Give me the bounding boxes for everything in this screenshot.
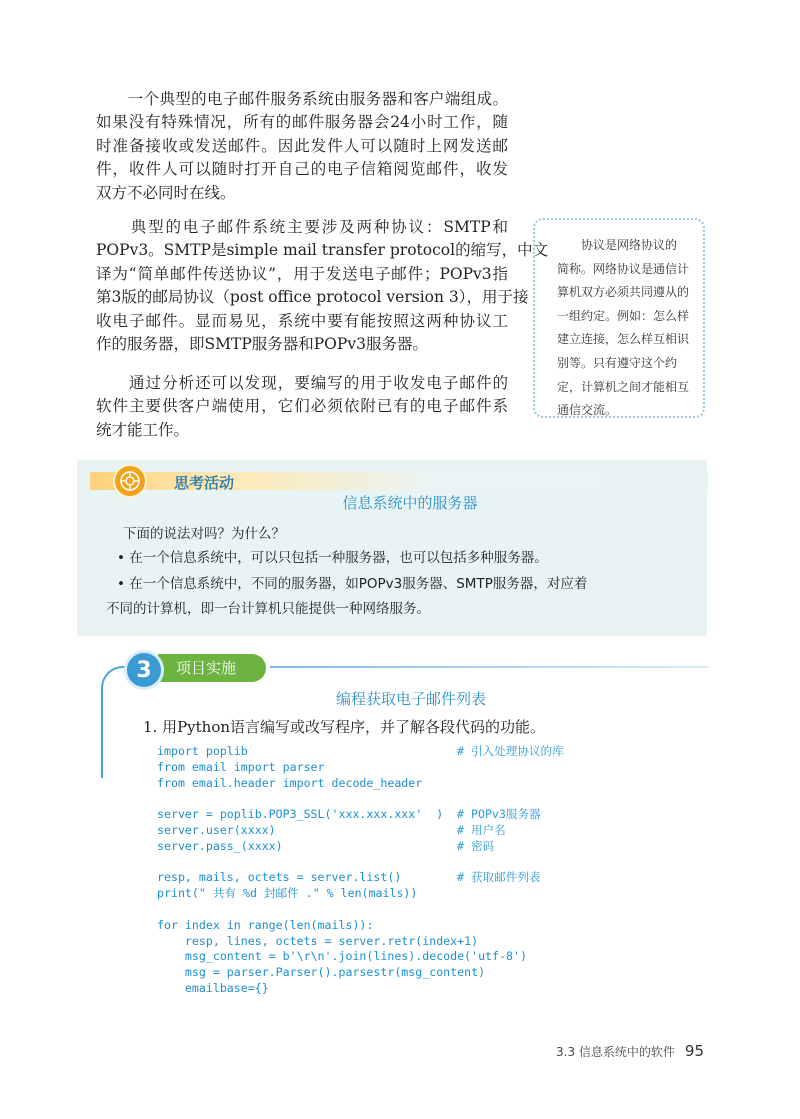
- text-line: 典型的电子邮件系统主要涉及两种协议：SMTP和: [96, 218, 508, 236]
- text-line: 时准备接收或发送邮件。因此发件人可以随时上网发送邮: [96, 136, 508, 155]
- code-line: [157, 776, 617, 792]
- step-instruction: 1. 用Python语言编写或改写程序，并了解各段代码的功能。: [143, 718, 546, 736]
- code-text: emailbase={}: [157, 980, 269, 995]
- number-badge-icon: [124, 650, 164, 690]
- text-line: 作的服务器，即SMTP服务器和POPv3服务器。: [96, 335, 428, 354]
- text-line: 一个典型的电子邮件服务系统由服务器和客户端组成。: [96, 90, 508, 108]
- code-text: msg_content = b'\r\n'.join(lines).decode('utf-8'): [157, 949, 527, 964]
- code-comment: # 引入处理协议的库: [457, 744, 564, 758]
- text-line: 通过分析还可以发现，要编写的用于收发电子邮件的: [96, 374, 508, 392]
- bullet-line: 不同的计算机，即一台计算机只能提供一种网络服务。: [106, 601, 430, 617]
- intro-paragraph-3: [96, 372, 508, 442]
- code-text: server.user(xxxx): [157, 822, 276, 837]
- code-line: [157, 823, 617, 839]
- code-text: print(" 共有 %d 封邮件 ." % len(mails)): [157, 886, 418, 901]
- code-line: [157, 902, 617, 918]
- page-footer: [556, 1042, 704, 1060]
- code-comment: # POPv3服务器: [457, 807, 541, 822]
- note-line: 一组约定。例如：怎么样: [557, 308, 690, 323]
- code-line: [157, 791, 617, 807]
- project-label: 项目实施: [158, 654, 266, 682]
- code-text: resp, mails, octets = server.list(): [157, 870, 402, 885]
- code-text: for index in range(len(mails)):: [157, 917, 374, 932]
- code-line: [157, 807, 617, 823]
- thinking-activity-question: 下面的说法对吗？为什么？: [123, 526, 285, 542]
- code-text: msg = parser.Parser().parsestr(msg_content): [157, 965, 486, 980]
- note-line: 建立连接，怎么样互相识: [557, 332, 690, 347]
- code-line: [157, 918, 617, 934]
- thinking-activity-title: 信息系统中的服务器: [342, 494, 478, 512]
- code-text: server = poplib.POP3_SSL('xxx.xxx.xxx' ): [157, 807, 444, 822]
- page-number: 95: [684, 1042, 704, 1060]
- code-text: server.pass_(xxxx): [157, 838, 283, 853]
- note-line: 算机双方必须共同遵从的: [557, 285, 690, 300]
- code-text: resp, lines, octets = server.retr(index+1): [157, 933, 479, 948]
- code-comment: # 密码: [457, 838, 495, 853]
- code-text: from email import parser: [157, 759, 325, 774]
- code-line: [157, 965, 617, 981]
- text-line: 统才能工作。: [96, 420, 190, 439]
- text-line: 软件主要供客户端使用，它们必须依附已有的电子邮件系: [96, 397, 508, 416]
- code-line: [157, 839, 617, 855]
- bullet-line: • 在一个信息系统中，可以只包括一种服务器，也可以包括多种服务器。: [117, 550, 548, 566]
- text-line: 双方不必同时在线。: [96, 183, 236, 202]
- code-text: import poplib: [157, 744, 248, 758]
- code-line: [157, 886, 617, 902]
- text-line: 如果没有特殊情况，所有的邮件服务器会24小时工作，随: [96, 113, 508, 132]
- code-comment: # 获取邮件列表: [457, 870, 541, 885]
- badge-number: 3: [136, 657, 152, 683]
- project-header-line: [270, 666, 708, 668]
- thinking-bullet: [117, 546, 697, 571]
- intro-paragraph-1: [96, 88, 508, 205]
- note-line: 简称。网络协议是通信计: [557, 261, 690, 276]
- code-line: [157, 870, 617, 886]
- thinking-bullet: [106, 572, 686, 622]
- note-line: 通信交流。: [557, 403, 618, 418]
- code-line: [157, 760, 617, 776]
- project-arc-decoration: [101, 666, 131, 778]
- text-line: 收电子邮件。显而易见，系统中要有能按照这两种协议工: [96, 311, 508, 330]
- intro-paragraph-2: [96, 216, 549, 356]
- section-title: 3.3 信息系统中的软件: [556, 1045, 675, 1059]
- code-text: from email.header import decode_header: [157, 775, 423, 790]
- text-line: 第3版的邮局协议（post office protocol version 3），用于接: [96, 288, 529, 307]
- code-comment: # 用户名: [457, 822, 506, 837]
- text-line: POPv3。SMTP是simple mail transfer protocol的缩写，中文: [96, 241, 549, 260]
- text-line: 译为“简单邮件传送协议”，用于发送电子邮件；POPv3指: [96, 264, 508, 283]
- code-line: [157, 981, 617, 997]
- text-line: 件，收件人可以随时打开自己的电子信箱阅览邮件，收发: [96, 160, 508, 179]
- side-note: [533, 218, 705, 418]
- thinking-activity-label: 思考活动: [174, 474, 235, 492]
- code-line: [157, 934, 617, 950]
- note-line: 定，计算机之间才能相互: [557, 379, 690, 394]
- note-line: 协议是网络协议的: [557, 238, 678, 252]
- project-title: 编程获取电子邮件列表: [335, 690, 486, 708]
- code-line: [157, 744, 617, 760]
- bullet-line: • 在一个信息系统中，不同的服务器，如POPv3服务器、SMTP服务器，对应着: [117, 576, 588, 592]
- code-line: [157, 949, 617, 965]
- note-line: 别等。只有遵守这个约: [557, 355, 678, 370]
- code-line: [157, 855, 617, 871]
- code-block: [157, 744, 617, 997]
